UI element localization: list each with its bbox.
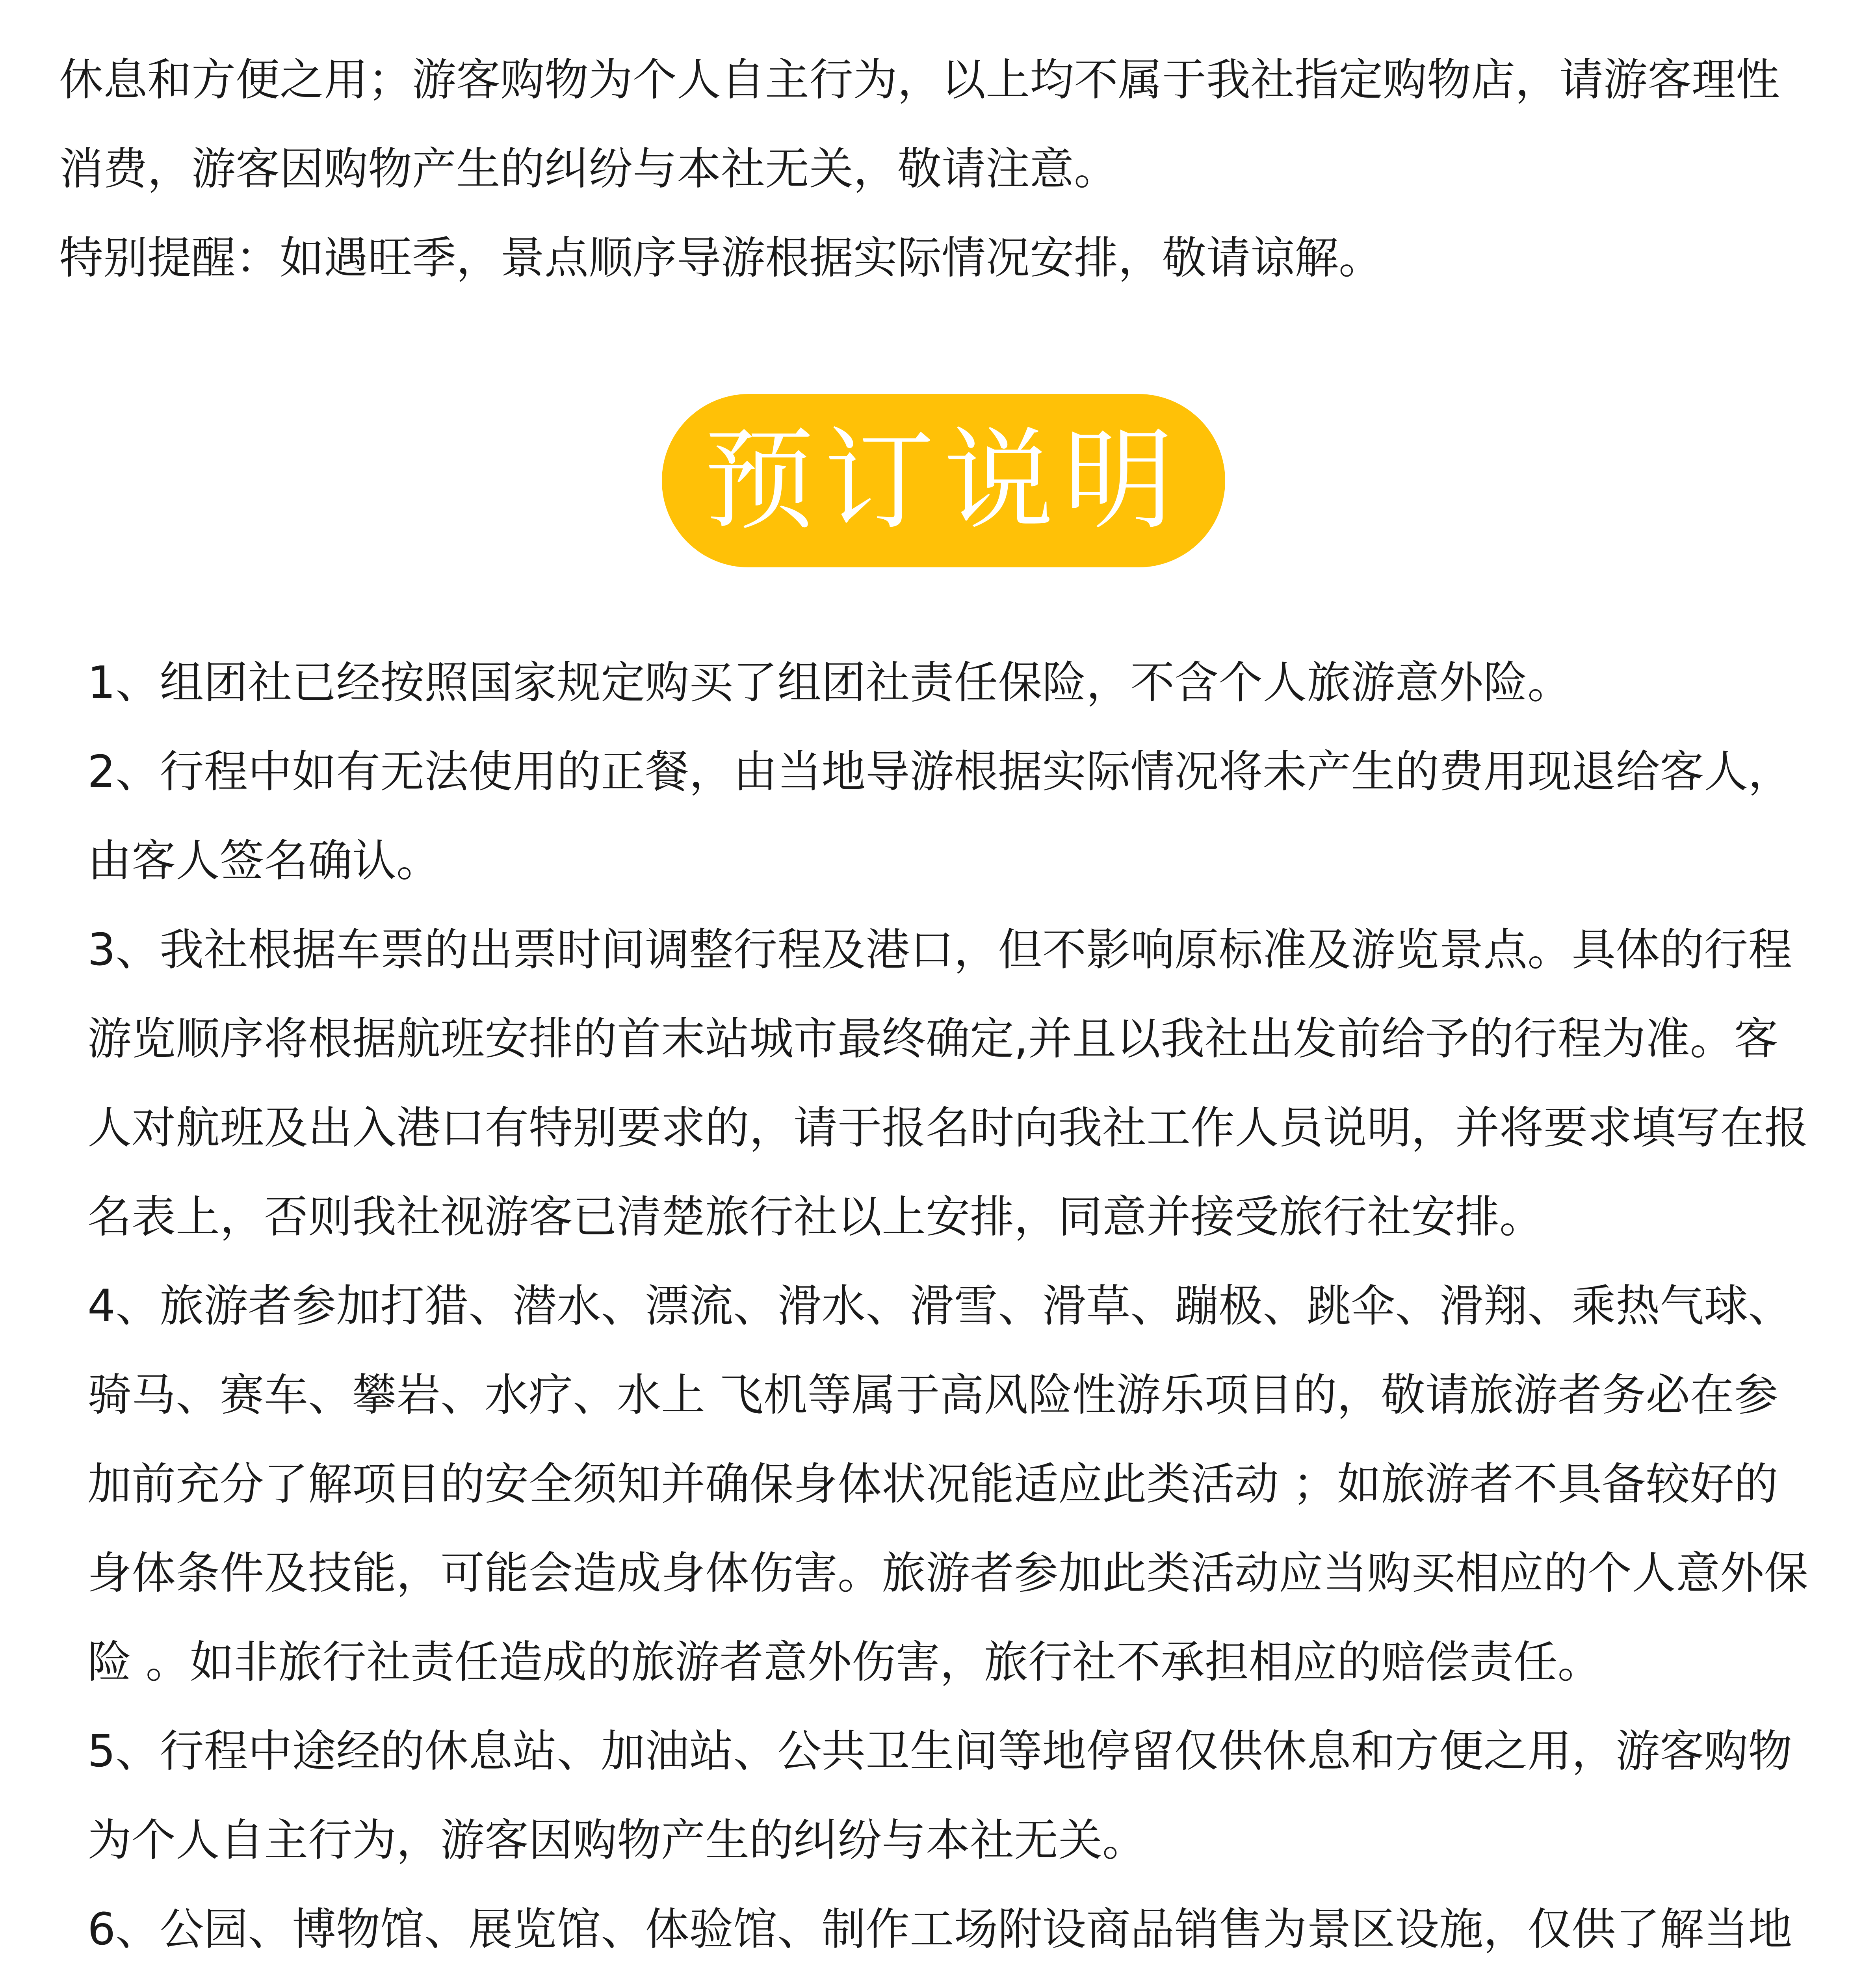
intro-paragraph: 休息和方便之用；游客购物为个人自主行为，以上均不属于我社指定购物店，请游客理性消费，游客因购物产生的纠纷与本社无关，敬请注意。: [59, 54, 1780, 195]
booking-notes-title-badge: [662, 394, 1225, 567]
note-item: 6、公园、博物馆、展览馆、体验馆、制作工场附设商品销售为景区设施，仅供了解当地: [87, 1904, 1792, 1955]
note-item: 3、我社根据车票的出票时间调整行程及港口，但不影响原标准及游览景点。具体的行程游览顺序将根据航班安排的首末站城市最终确定,并且以我社出发前给予的行程为准。客人对航班及出入港口有特别要求的，请于报名时向我社工作人员说明，并将要求填写在报名表上，否则我社视游客已清楚旅行社以上安排，同意并接受旅行社安排。: [87, 924, 1808, 1243]
note-item: 5、行程中途经的休息站、加油站、公共卫生间等地停留仅供休息和方便之用，游客购物为个人自主行为，游客因购物产生的纠纷与本社无关。: [87, 1726, 1792, 1866]
note-item: 1、组团社已经按照国家规定购买了组团社责任保险，不含个人旅游意外险。: [87, 657, 1572, 708]
note-item: 4、旅游者参加打猎、潜水、漂流、滑水、滑雪、滑草、蹦极、跳伞、滑翔、乘热气球、骑马、赛车、攀岩、水疗、水上 飞机等属于高风险性游乐项目的，敬请旅游者务必在参加前充分了解项目的安全须知并确保身体状况能适应此类活动 ；如旅游者不具备较好的身体条件及技能，可能会造成身体伤害。旅游者参加此类活动应当购买相应的个人意外保险 。如非旅行社责任造成的旅游者意外伤害，旅行社不承担相应的赔偿责任。: [87, 1280, 1808, 1688]
section-title: 预订说明: [704, 416, 1183, 545]
intro-text: [59, 35, 1820, 303]
booking-notes-list: [87, 638, 1821, 1970]
special-reminder: 特别提醒：如遇旺季，景点顺序导游根据实际情况安排，敬请谅解。: [59, 232, 1383, 284]
note-item: 2、行程中如有无法使用的正餐，由当地导游根据实际情况将未产生的费用现退给客人，由客人签名确认。: [87, 746, 1792, 886]
